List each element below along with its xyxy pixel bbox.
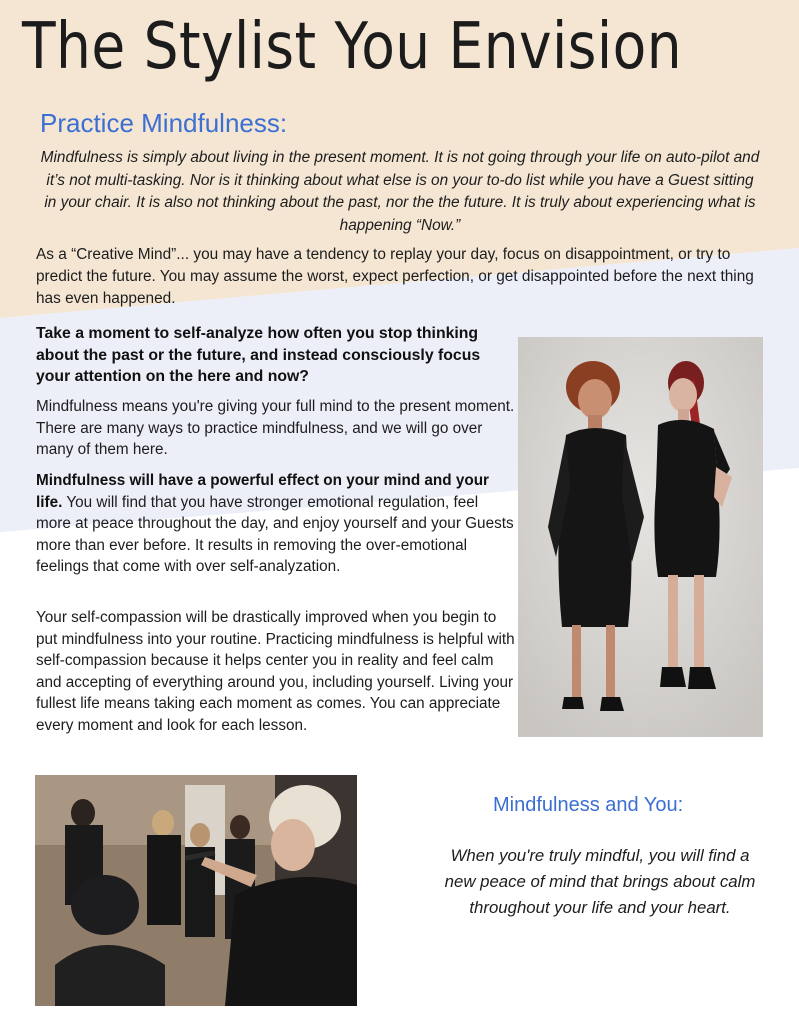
mindfulness-and-you-heading: Mindfulness and You:	[493, 794, 684, 816]
salon-training-photo	[35, 775, 357, 1006]
mindfulness-quote: Mindfulness is simply about living in the present moment. It is not going through your life on auto-pilot and it’s not multi-tasking. Nor is it thinking about what else is on your to-do list while you have a Guest sitting in your chair. It is also not thinking about the past, nor the the future. It is truly about experiencing what is happening “Now.”	[40, 149, 760, 234]
mindfulness-definition-paragraph: Mindfulness means you're giving your full mind to the present moment. There are many ways to practice mindfulness, and we will go over many of them here.	[36, 398, 515, 458]
stylists-photo	[518, 337, 763, 737]
section-heading: Practice Mindfulness:	[40, 108, 288, 138]
closing-quote: When you're truly mindful, you will find a new peace of mind that brings about calm throughout your life and your heart.	[444, 846, 756, 917]
powerful-effect-paragraph	[36, 470, 516, 578]
powerful-effect-body: You will find that you have stronger emotional regulation, feel more at peace throughout the day, and enjoy yourself and your Guests more than ever before. It results in removing the over-emotional feelings that come with over self-analyzation.	[36, 493, 514, 575]
powerful-effect-lead: Mindfulness will have a powerful effect on your mind and your life.	[36, 472, 490, 511]
self-compassion-paragraph: Your self-compassion will be drastically improved when you begin to put mindfulness into your routine. Practicing mindfulness is helpful with self-compassion because it helps center you in reality and feel calm and accepting of everything around you, including yourself. Living your fullest life means taking each moment as comes. You can appreciate every moment and look for each lesson.	[36, 609, 515, 734]
page-title: The Stylist You Envision	[22, 10, 683, 84]
intro-paragraph: As a “Creative Mind”... you may have a tendency to replay your day, focus on disappointment, or try to predict the future. You may assume the worst, expect perfection, or get disappointed before the next thing has even happened.	[36, 246, 754, 307]
self-analyze-prompt: Take a moment to self-analyze how often you stop thinking about the past or the future, and instead consciously focus your attention on the here and now?	[36, 325, 481, 385]
